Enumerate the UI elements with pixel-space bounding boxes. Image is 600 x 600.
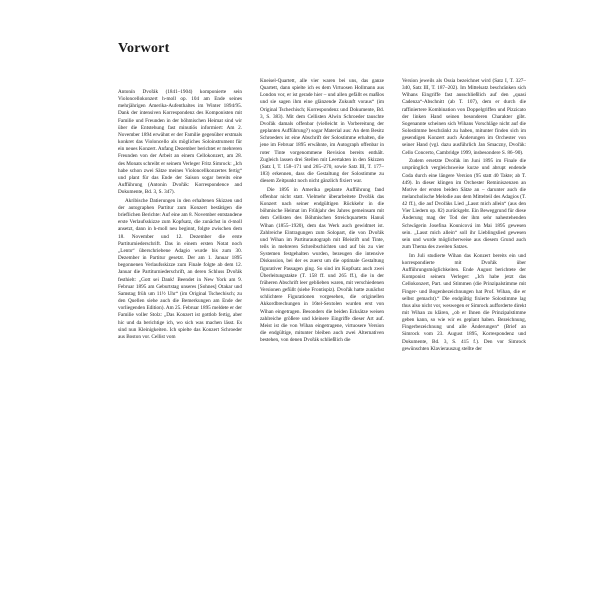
paragraph: Version jeweils als Ossia bezeichnet wird (Satz I, T. 327–340, Satz III, T. 187–202). Im Mittelsatz beschränken sich Wihans Eingriffe fast ausschließlich auf den „quasi Cadenza“-Abschnitt (ab T. 107), dem er durch die raffiniertere Kombination von Doppelgriffen und Pizzicato der linken Hand seinen besonderen Charakter gibt. Sogenannte scheinen sich Wihans Vorschläge nicht auf die Solostimme beschränkt zu haben, mitunter finden sich im gesendigen Konzert auch Änderungen im Orchester von seiner Hand (vgl. dazu ausführlich Jan Smaczny, Dvořák: Cello Concerto, Cambridge 1999, insbesondere S. 86–90). (402, 78, 526, 156)
paragraph: Kneisel-Quartett, alle vier waren bei uns, das ganze Quartett, dann spielte ich es dem Virtuosen Hollmann aus London vor, er ist gerade hier – und allen gefällt es maßlos und sie sagen ihm eine glänzende Zukunft voraus“ (im Original Tschechisch; Korrespondenz und Dokumente, Bd. 3, S. 383). Mit dem Cellisten Alwin Schroeder tauschte Dvořák damals offenbar (vielleicht in Vorbereitung der geplanten Aufführung?) sogar Material aus: An dem Besitz Schroeders ist eine Abschrift der Solostimme erhalten, die jene im Februar 1895 erwähnte, im Autograph offenbar in roter Tinte vorgenommene Revision bereits enthält. Zugleich lassen drei Stellen mit Leertakten in den Skizzen (Satz I, T. 158–171 und 265–270, sowie Satz III, T. 177–183) erkennen, dass die Gestaltung der Solostimme zu diesem Zeitpunkt noch nicht gänzlich fixiert war. (260, 78, 384, 185)
paragraph: Die 1895 in Amerika geplante Aufführung fand offenbar nicht statt. Vielmehr überarbeitete Dvořák das Konzert nach seiner endgültigen Rückkehr in die böhmische Heimat im Frühjahr des Jahres gemeinsam mit dem Cellisten des Böhmischen Streichquartetts Hanuš Wihan (1855–1920), dem das Werk auch gewidmet ist. Zahlreiche Eintragungen zum Solopart, die von Dvořák und Wihan im Partiturautograph mit Bleistift und Tinte, teils in mehreren Schreibschichten und auf bis zu vier Systemen festgehalten wurden, bezeugen die intensive Diskussion, bei der es zuerst um die optimale Gestaltung figurativer Passagen ging. So sind im Kopfsatz auch zwei Überleitungstakte (T. 158 ff. und 265 ff.), die in der früheren Abschrift leer geblieben waren, mit verschiedenen Versionen gefüllt (siehe Frontispiz). Dvořák hatte zunächst schlichtere Figurationen vorgesehen, die originellen Akkordbrechungen in 16tel-Sextolen wurden erst von Wihan eingetragen. Besonders die beiden Ecksätze weisen zahlreiche größere und kleinere Eingriffe dieser Art auf. Meist ist die von Wihan eingetragene, virtuosere Version die endgültige, mitunter bleiben auch zwei Alternativen bestehen, von denen Dvořák schließlich die (260, 186, 384, 344)
paragraph: Im Juli studierte Wihan das Konzert bereits ein und korrespondierte mit Dvořák über Aufführungsmöglichkeiten. Ende August berichtete der Komponist seinem Verleger: „Ich habe jetzt das Cellokonzert, Part. und Stimmen (die Prinzipalstimme mit Finger- und Bogenbezeichnungen hat Prof. Wihan, die er selbst gemacht).“ Die endgültig fixierte Solostimme lag thus also nicht vor, weswegen er Simrock aufforderte direkt mit Wihan zu klären, „ob er Ihnen die Prinzipalstimme geben kann, so wie wir es geplant haben. Bezeichnung, Fingerbezeichnung und alle Änderungen“ (Brief an Simrock vom 23. August 1895, Korrespondenz und Dokumente, Bd. 3, S. 415 f.). Den vor Simrock gewünschten Klavierauszug stellte der (402, 252, 527, 352)
text-column-3 (402, 78, 526, 353)
paragraph: Zudem ersetzte Dvořák im Juni 1895 im Finale die ursprünglich vergleichsweise kurze und abrupt endende Coda durch eine längere Version (95 statt 40 Takte; ab T. 449). In dieser klingen im Orchester Reminiszenzen an Motive der ersten beiden Sätze an – darunter auch die melancholische Melodie aus dem Mittelteil des Adagios (T. 42 ff.), die auf Dvořáks Lied „Lasst mich allein“ (aus den Vier Liedern op. 82) zurückgeht. Ein Beweggrund für diese Änderung mag der Tod der ihm sehr nahestehenden Schwägerin Josefina Kounicová im Mai 1895 gewesen sein. „Lasst mich allein“ soll ihr Lieblingslied gewesen sein und wurde möglicherweise aus diesem Grund auch zum Thema des zweiten Satzes. (402, 158, 526, 251)
page-title: Vorwort (118, 41, 170, 56)
text-column-1 (118, 89, 242, 341)
text-column-2 (260, 78, 384, 344)
paragraph: Akribische Datierungen in den erhaltenen Skizzen und der autographen Partitur zum Konzert bestätigen die brieflichen Berichte: Auf eine am 8. November entstandene erste Verlaufsskizze zum Kopfsatz, die zunächst in d-moll ansetzt, dann in h-moll neu beginnt, folgte zwischen dem 18. November und 12. Dezember die erste Partiturniederschrift. Das in einem ersten Notat noch „Lento“ überschriebene Adagio wurde bis zum 30. Dezember in Partitur gesetzt. Der am 1. Januar 1895 begonnenen Verlaufsskizze zum Finale folgte ab dem 12. Januar die Partiturniederschrift, an deren Schluss Dvořák festhielt: „Gott sei Dank! Beendet in New York am 9. Februar 1895 am Geburtstag unseres [Sohnes] Otakar und Samstag früh um 11½ Uhr“ (im Original Tschechisch; zu den Quellen siehe auch die Bemerkungen am Ende der vorliegenden Edition). Am 25. Februar 1895 meldete er der Familie voller Stolz: „Das Konzert ist gottlob fertig, aber hic und da berichtige ich, wo sich was machen lässt. Es sind nun Kleinigkeiten. Ich spielte das Konzert Schroeder aus Boston vor. Cellist vom (118, 197, 242, 340)
paragraph: Antonín Dvořák (1841–1904) komponierte sein Violoncellokonzert h-moll op. 104 am Ende seines mehrjährigen Amerika-Aufenthaltes im Winter 1894/95. Dank der intensiven Korrespondenz des Komponisten mit Familie und Freunden in der böhmischen Heimat sind wir über die Entstehung fast minutiös informiert: Am 2. November 1894 erwähnt er der Familie gegenüber erstmals konkret das Violoncello als mögliches Soloinstrument für ein neues Konzert. Anfang Dezember berichtet er mehreren Freunden von der Arbeit an einem Cellokonzert, am 28. des Monats schreibt er seinem Verleger Fritz Simrock: „Ich habe schon zwei Sätze meines Violoncellkonzertes fertig“ und plant für das Ende der Saison sogar bereits eine Aufführung (Antonín Dvořák: Korrespondence and Dokumente, Bd. 3, S. 347). (118, 89, 242, 196)
